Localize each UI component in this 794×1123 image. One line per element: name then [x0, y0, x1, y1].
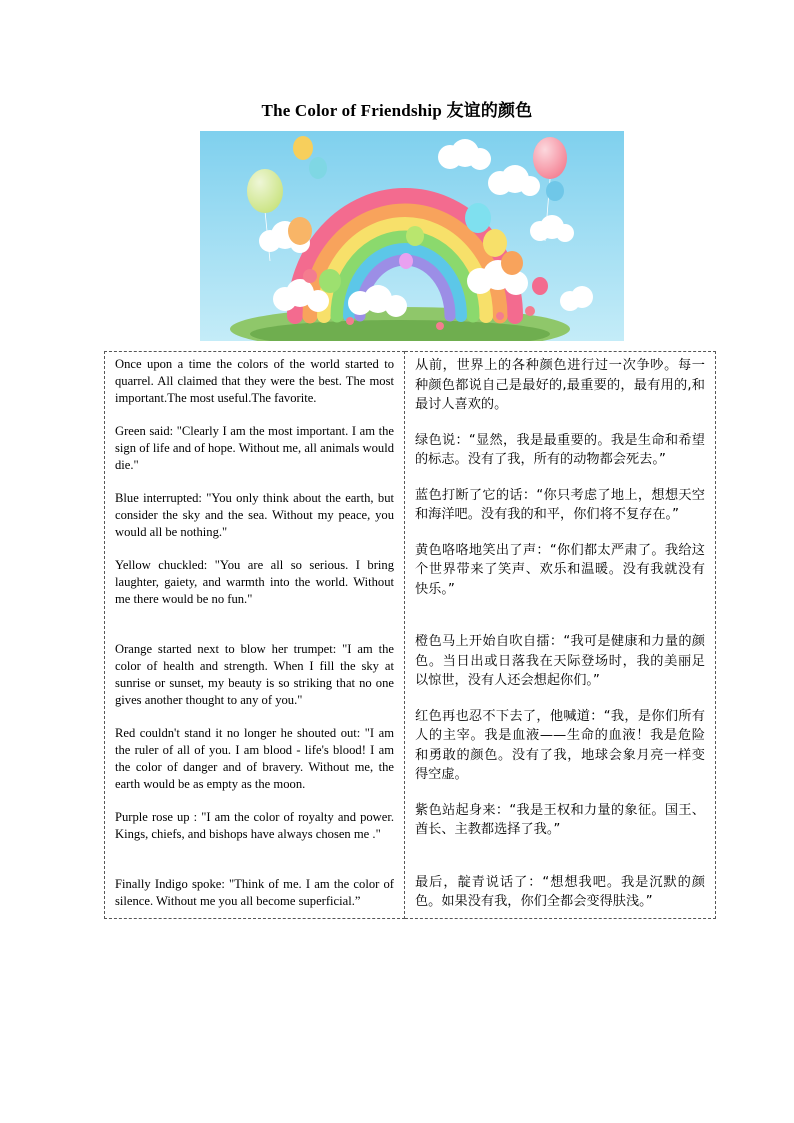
english-paragraph: Finally Indigo spoke: "Think of me. I am the color of silence. Without me you all become superficial.”	[115, 877, 394, 908]
chinese-paragraph: 黄色咯咯地笑出了声：“你们都太严肃了。我给这个世界带来了笑声、欢乐和温暖。没有我就没有快乐。”	[415, 542, 705, 597]
english-paragraph: Red couldn't stand it no longer he shouted out: "I am the ruler of all of you. I am blood - life's blood! I am the color of danger and of bravery. Without me, the earth would be as empty as the moon.	[115, 726, 394, 791]
chinese-paragraph: 最后，靛青说话了：“想想我吧。我是沉默的颜色。如果没有我，你们全都会变得肤浅。”	[415, 874, 705, 909]
bilingual-table	[104, 351, 716, 919]
english-paragraph: Yellow chuckled: "You are all so serious. I bring laughter, gaiety, and warmth into the world. Without me there would be no fun."	[115, 558, 394, 606]
chinese-paragraph: 绿色说：“显然，我是最重要的。我是生命和希望的标志。没有了我，所有的动物都会死去。”	[415, 432, 705, 467]
chinese-paragraph: 蓝色打断了它的话：“你只考虑了地上，想想天空和海洋吧。没有我的和平，你们将不复存在。”	[415, 487, 705, 522]
page-title: The Color of Friendship 友谊的颜色	[261, 101, 533, 120]
chinese-paragraph: 红色再也忍不下去了，他喊道：“我，是你们所有人的主宰。我是血液——生命的血液！我是危险和勇敢的颜色。没有了我，地球会象月亮一样变得空虚。	[415, 708, 705, 782]
english-paragraph: Purple rose up : "I am the color of royalty and power. Kings, chiefs, and bishops have always chosen me ."	[115, 810, 394, 841]
english-paragraph: Blue interrupted: "You only think about the earth, but consider the sky and the sea. Without my peace, you would all be nothing."	[115, 491, 394, 539]
rainbow-illustration	[200, 131, 624, 341]
english-paragraph: Green said: "Clearly I am the most important. I am the sign of life and of hope. Without me, all animals would die."	[115, 424, 394, 472]
chinese-paragraph: 橙色马上开始自吹自擂：“我可是健康和力量的颜色。当日出或日落我在天际登场时，我的美丽足以惊世，没有人还会想起你们。”	[415, 634, 705, 688]
chinese-column	[405, 352, 716, 919]
english-paragraph: Orange started next to blow her trumpet: "I am the color of health and strength. When I fill the sky at sunrise or sunset, my beauty is so striking that no one gives another thought to any of you."	[115, 642, 394, 707]
english-paragraph: Once upon a time the colors of the world started to quarrel. All claimed that they were the best. The most important.The most useful.The favorite.	[115, 357, 394, 405]
english-column	[105, 352, 405, 919]
chinese-paragraph: 紫色站起身来：“我是王权和力量的象征。国王、酋长、主教都选择了我。”	[415, 802, 705, 837]
chinese-paragraph: 从前，世界上的各种颜色进行过一次争吵。每一种颜色都说自己是最好的,最重要的，最有用的,和最讨人喜欢的。	[415, 358, 705, 412]
